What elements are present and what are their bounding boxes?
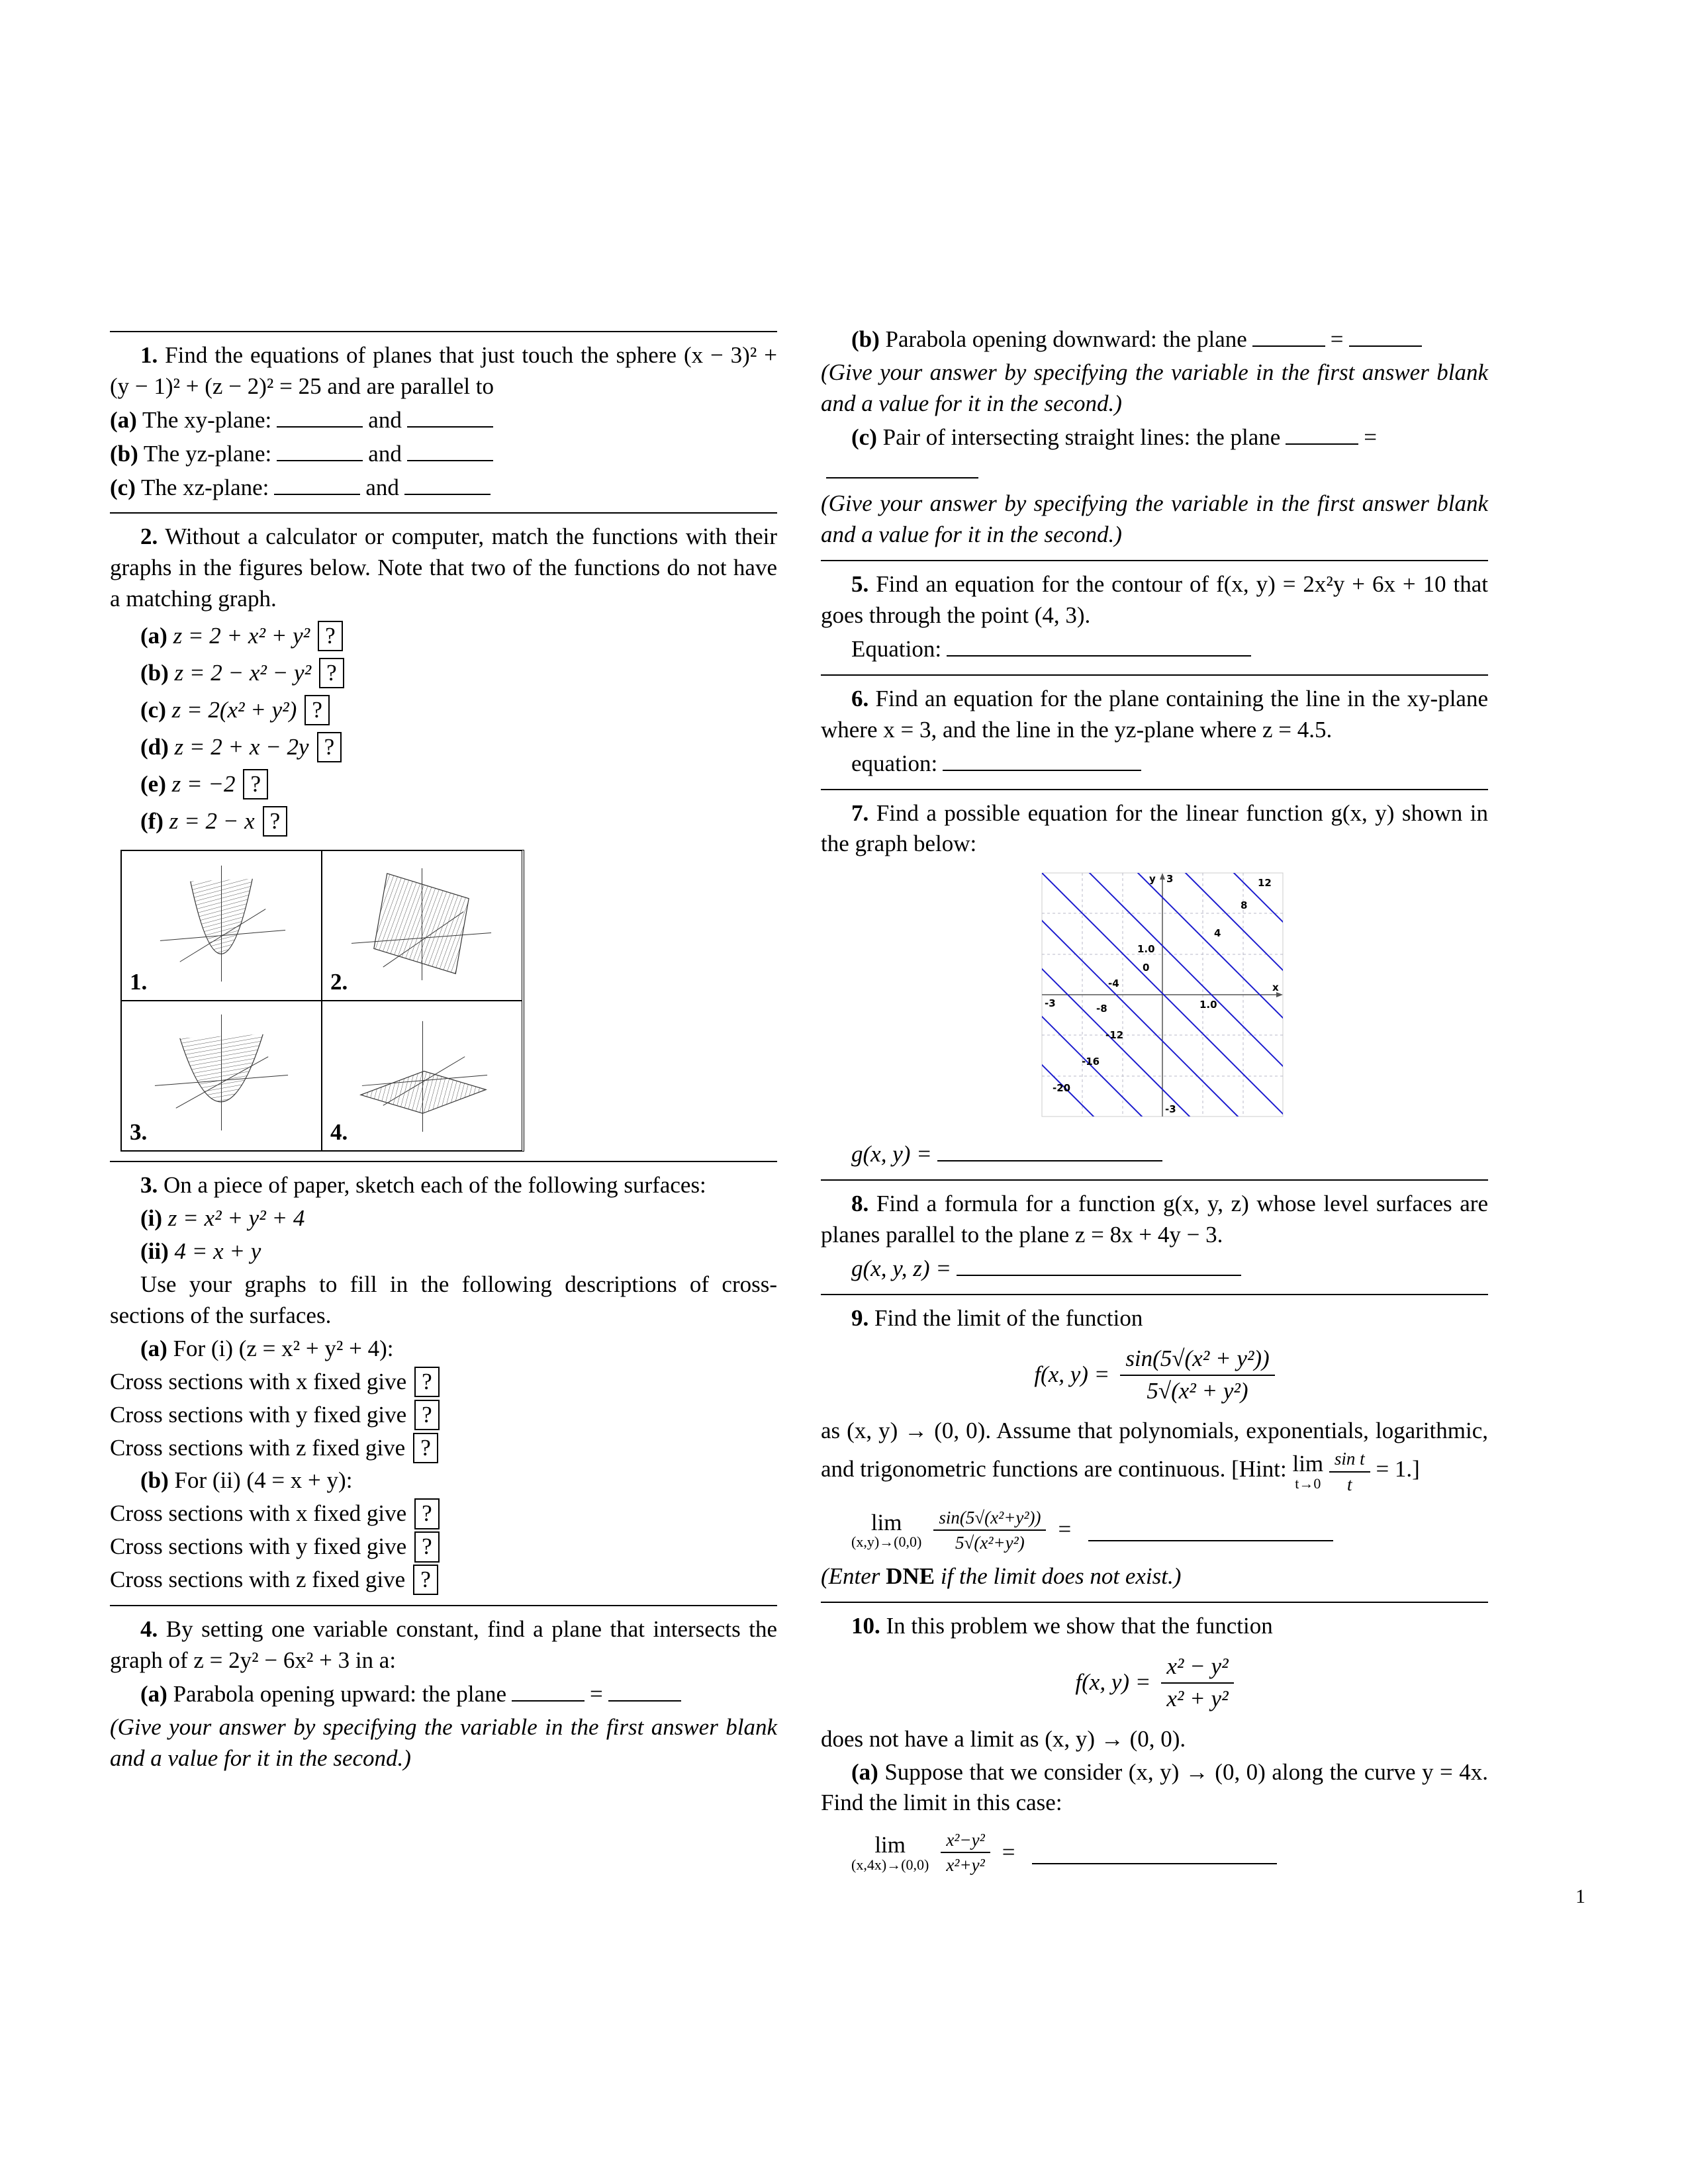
answer-blank (404, 472, 491, 495)
and-text: and (365, 474, 399, 500)
answer-box: ? (414, 1531, 440, 1562)
surface-i (140, 1203, 777, 1234)
cross-section-z (110, 1433, 777, 1464)
limit (851, 1511, 921, 1550)
function-lhs: f(x, y) = (1075, 1669, 1151, 1696)
contour-plot-svg (1039, 870, 1286, 1122)
part-text: Suppose that we consider (x, y) → (0, 0) along the curve y = 4x. Find the limit in this case: (821, 1758, 1489, 1816)
problem-6-statement (821, 684, 1488, 746)
fraction-denominator: 5√(x² + y²) (1147, 1377, 1248, 1404)
equals-sign: = (1330, 326, 1344, 352)
problem-number: 5. (851, 571, 869, 598)
lim-word: lim (870, 1509, 902, 1535)
problem-text: Find the equations of planes that just touch the sphere (x − 3)² + (y − 1)² + (z − 2)² = 25 and are parallel to (110, 342, 777, 399)
answer-blank (937, 1138, 1162, 1161)
surface-plot-2 (322, 851, 522, 1000)
figure-cell-2 (322, 850, 522, 1001)
fraction-numerator: sin(5√(x² + y²)) (1120, 1343, 1274, 1376)
problem-4 (110, 1614, 777, 1774)
problem-text: Find the limit of the function (874, 1304, 1143, 1331)
answer-box: ? (263, 806, 288, 837)
match-item-f (140, 806, 777, 837)
fraction-numerator: sin(5√(x²+y²)) (933, 1506, 1046, 1531)
item-label: (b) (140, 660, 169, 686)
problem-1-statement (110, 340, 777, 402)
answer-blank (407, 438, 493, 461)
left-column (110, 322, 777, 1781)
part-label: (a) (140, 1680, 167, 1707)
p5-answer-line (851, 633, 1488, 665)
item-formula: z = 2 + x² + y² (173, 623, 310, 649)
dne-pre-text: (Enter (821, 1563, 880, 1590)
p9-display-formula (821, 1343, 1488, 1407)
contour-label: -8 (1096, 1003, 1107, 1015)
answer-note: (Give your answer by specifying the variable in the first answer blank and a value for it in the second.) (110, 1713, 777, 1771)
surface-plot-3 (122, 1001, 321, 1150)
instruction-text: Use your graphs to fill in the following descriptions of cross-sections of the surfaces. (110, 1271, 777, 1329)
problem-8-statement (821, 1189, 1488, 1251)
contour-label: 8 (1241, 899, 1248, 912)
answer-box: ? (414, 1400, 440, 1430)
answer-blank (826, 455, 978, 478)
p4-part-c (851, 422, 1488, 453)
p6-answer-line (851, 748, 1488, 780)
part-text: The xy-plane: (142, 406, 272, 433)
match-item-d (140, 732, 777, 763)
figure-label: 1. (130, 968, 148, 995)
problem-3-statement (110, 1170, 777, 1201)
p7-answer-line (851, 1138, 1488, 1170)
part-label: (b) (110, 440, 138, 467)
item-formula: z = −2 (171, 770, 236, 797)
problem-text: By setting one variable constant, find a plane that intersects the graph of z = 2y² − 6x² + 3 in a: (110, 1616, 777, 1673)
problem-1 (110, 340, 777, 503)
equals-sign: = (590, 1680, 603, 1707)
figure-cell-3 (121, 1001, 322, 1151)
cross-text: Cross sections with z fixed give (110, 1434, 406, 1461)
tilted-plane-surface (374, 874, 469, 974)
answer-box: ? (317, 732, 342, 762)
cross-section-x (110, 1498, 777, 1529)
figure-label: 4. (330, 1118, 348, 1145)
problem-9-statement (821, 1303, 1488, 1334)
fraction (1120, 1343, 1274, 1407)
divider (821, 1179, 1488, 1181)
cross-section-y (110, 1400, 777, 1431)
problem-text: On a piece of paper, sketch each of the following surfaces: (164, 1172, 706, 1199)
item-label: (d) (140, 733, 169, 760)
problem-text: Without a calculator or computer, match the functions with their graphs in the figures below. Note that two of the functions do not have a matching graph. (110, 523, 777, 612)
part-label: (a) (140, 1335, 167, 1361)
part-label: (a) (110, 406, 137, 433)
item-formula: z = 2(x² + y²) (171, 696, 297, 723)
problem-text: Find a formula for a function g(x, y, z) whose level surfaces are planes parallel to the plane z = 8x + 4y − 3. (821, 1191, 1489, 1248)
answer-blank (277, 404, 363, 428)
page-footer: 1 (1575, 1886, 1585, 1907)
problem-number: 9. (851, 1304, 869, 1331)
problem-6 (821, 684, 1488, 780)
item-label: (c) (140, 696, 166, 723)
figure-cell-4 (322, 1001, 522, 1151)
divider (821, 674, 1488, 676)
p9-assumption (821, 1416, 1488, 1496)
p4-part-a (140, 1678, 777, 1710)
hint-limit (1292, 1452, 1323, 1491)
part-label: (c) (110, 474, 136, 500)
assumption-text: as (x, y) → (0, 0). Assume that polynomials, exponentials, logarithmic, and trigonometric functions are continuous. [Hint: (821, 1418, 1488, 1482)
item-label: (a) (140, 623, 167, 649)
fraction-numerator: x²−y² (941, 1828, 990, 1853)
figure-label: 3. (130, 1118, 148, 1145)
item-label: (ii) (140, 1238, 169, 1265)
answer-box: ? (413, 1433, 438, 1463)
answer-box: ? (414, 1367, 440, 1397)
problem-number: 6. (851, 685, 869, 711)
problem-number: 2. (140, 523, 158, 550)
problem-9 (821, 1303, 1488, 1592)
contour-label: 0 (1143, 962, 1150, 974)
contour-label: -4 (1108, 978, 1119, 990)
problem-2 (110, 522, 777, 1152)
problem-text: In this problem we show that the function (886, 1612, 1273, 1639)
figure-table (120, 850, 524, 1152)
answer-label: g(x, y, z) = (851, 1255, 951, 1281)
part-text: The xz-plane: (140, 474, 269, 500)
contour-label: 4 (1214, 927, 1221, 940)
fraction-denominator: x²+y² (946, 1855, 985, 1876)
p10-limit-line (851, 1828, 1488, 1877)
problem-text: Find an equation for the contour of f(x, y) = 2x²y + 6x + 10 that goes through the point (4, 3). (821, 571, 1488, 629)
problem-7 (821, 798, 1488, 1171)
problem-4-statement (110, 1614, 777, 1676)
answer-blank (277, 438, 363, 461)
p1-part-b (110, 438, 777, 470)
p3-part-a-head (140, 1334, 777, 1365)
limit (851, 1833, 929, 1872)
answer-box: ? (414, 1498, 440, 1529)
answer-blank (1032, 1841, 1277, 1864)
surface-plot-1 (122, 851, 321, 1000)
problem-10-statement (821, 1611, 1488, 1642)
divider (821, 1294, 1488, 1295)
figure-label: 2. (330, 968, 348, 995)
answer-box: ? (319, 658, 344, 688)
cross-text: Cross sections with z fixed give (110, 1567, 406, 1593)
fraction-denominator: 5√(x²+y²) (955, 1532, 1025, 1553)
divider (110, 331, 777, 332)
p1-part-a (110, 404, 777, 436)
surface-plot-4 (322, 1001, 522, 1150)
answer-blank (407, 404, 493, 428)
problem-2-statement (110, 522, 777, 615)
equation-label: Equation: (851, 636, 942, 662)
y-unit-tick: 1.0 (1137, 943, 1155, 956)
p10-after-text: does not have a limit as (x, y) → (0, 0). (821, 1725, 1186, 1752)
problem-4-continued (821, 324, 1488, 551)
p4-part-b (851, 324, 1488, 355)
limit-fraction (941, 1828, 990, 1877)
contour-label: -12 (1105, 1029, 1124, 1042)
hint-fraction (1329, 1447, 1370, 1496)
p3-instruction (110, 1269, 777, 1332)
cross-section-x (110, 1367, 777, 1398)
problem-number: 3. (140, 1172, 158, 1199)
paraboloid-surface (191, 879, 253, 954)
fraction-numerator: x² − y² (1161, 1651, 1233, 1684)
divider (110, 1605, 777, 1606)
answer-blank (608, 1678, 681, 1702)
part-label: (c) (851, 424, 877, 450)
item-formula: z = 2 − x (169, 807, 255, 834)
contour-graph (1039, 870, 1488, 1130)
divider (821, 560, 1488, 561)
lim-subscript: (x,4x)→(0,0) (851, 1856, 929, 1873)
p4-part-c-blank-line (821, 455, 1488, 487)
problem-text: Find a possible equation for the linear function g(x, y) shown in the graph below: (821, 799, 1489, 857)
p10-display-formula (821, 1651, 1488, 1715)
x-axis-label: x (1272, 981, 1279, 994)
fraction (1161, 1651, 1233, 1715)
cross-section-y (110, 1531, 777, 1563)
and-text: and (368, 406, 402, 433)
flat-plane-surface (361, 1071, 486, 1114)
dne-note (821, 1561, 1488, 1592)
problem-7-statement (821, 798, 1488, 860)
answer-blank (957, 1253, 1241, 1276)
part-text: The yz-plane: (143, 440, 272, 467)
match-item-e (140, 769, 777, 800)
figure-cell-1 (121, 850, 322, 1001)
equals-sign: = (1002, 1839, 1015, 1866)
lim-word: lim (1292, 1451, 1324, 1477)
problem-8 (821, 1189, 1488, 1285)
answer-blank (943, 748, 1141, 771)
y-min-tick: -3 (1165, 1103, 1176, 1116)
item-formula: 4 = x + y (174, 1238, 261, 1265)
part-label: (b) (851, 326, 880, 352)
cross-text: Cross sections with x fixed give (110, 1368, 407, 1394)
fraction-denominator: x² + y² (1166, 1685, 1229, 1711)
part-text: Pair of intersecting straight lines: the plane (882, 424, 1281, 450)
answer-label: g(x, y) = (851, 1141, 932, 1167)
answer-box: ? (305, 695, 330, 725)
p8-answer-line (851, 1253, 1488, 1285)
answer-note: (Give your answer by specifying the variable in the first answer blank and a value for it in the second.) (821, 359, 1488, 416)
equals-sign: = (1058, 1516, 1072, 1543)
cross-text: Cross sections with y fixed give (110, 1533, 407, 1560)
problem-number: 10. (851, 1612, 880, 1639)
equals-sign: = (1364, 424, 1378, 450)
match-item-b (140, 658, 777, 689)
item-label: (f) (140, 807, 164, 834)
problem-number: 4. (140, 1616, 158, 1643)
lim-word: lim (874, 1832, 906, 1858)
item-label: (e) (140, 770, 166, 797)
answer-box: ? (243, 769, 268, 799)
surface-ii (140, 1236, 777, 1267)
lim-subscript: t→0 (1295, 1475, 1321, 1492)
p10-part-a (821, 1757, 1488, 1819)
match-item-a (140, 621, 777, 652)
answer-blank (1252, 324, 1325, 347)
answer-blank (1286, 422, 1358, 445)
p1-part-c (110, 472, 777, 504)
part-text: For (ii) (4 = x + y): (174, 1467, 353, 1494)
problem-5 (821, 569, 1488, 665)
right-column (821, 322, 1488, 1884)
problem-3 (110, 1170, 777, 1596)
answer-box: ? (318, 621, 343, 651)
answer-blank (512, 1678, 585, 1702)
item-formula: z = 2 + x − 2y (174, 733, 309, 760)
match-item-c (140, 695, 777, 726)
part-label: (b) (140, 1467, 169, 1494)
fraction-numerator: sin t (1329, 1447, 1370, 1472)
item-formula: z = x² + y² + 4 (167, 1205, 305, 1232)
hint-end-text: = 1.] (1376, 1456, 1420, 1482)
answer-blank (1088, 1518, 1333, 1541)
item-formula: z = 2 − x² − y² (174, 660, 312, 686)
part-text: Parabola opening upward: the plane (173, 1680, 507, 1707)
fraction-denominator: t (1347, 1474, 1352, 1494)
cross-text: Cross sections with x fixed give (110, 1500, 407, 1527)
divider (821, 789, 1488, 790)
paraboloid-surface (180, 1034, 263, 1102)
item-label: (i) (140, 1205, 163, 1232)
part-text: For (i) (z = x² + y² + 4): (173, 1335, 394, 1361)
answer-blank (274, 472, 360, 495)
y-max-tick: 3 (1166, 873, 1174, 886)
y-axis-label: y (1149, 873, 1156, 886)
problem-text: Find an equation for the plane containing the line in the xy-plane where x = 3, and the line in the yz-plane where z = 4.5. (821, 685, 1489, 743)
divider (110, 1161, 777, 1162)
part-label: (a) (851, 1758, 878, 1785)
problem-number: 7. (851, 799, 869, 826)
contour-label: -16 (1082, 1056, 1100, 1068)
p9-limit-line (851, 1506, 1488, 1555)
cross-section-z (110, 1565, 777, 1596)
and-text: and (368, 440, 402, 467)
answer-box: ? (413, 1565, 438, 1595)
problem-number: 8. (851, 1191, 869, 1217)
function-lhs: f(x, y) = (1034, 1361, 1110, 1388)
x-min-tick: -3 (1045, 997, 1056, 1010)
divider (110, 512, 777, 514)
lim-subscript: (x,y)→(0,0) (851, 1533, 922, 1551)
equation-label: equation: (851, 750, 938, 776)
dne-post-text: if the limit does not exist.) (940, 1563, 1182, 1590)
limit-fraction (933, 1506, 1046, 1555)
cross-text: Cross sections with y fixed give (110, 1401, 407, 1428)
divider (821, 1602, 1488, 1603)
answer-blank (1349, 324, 1422, 347)
dne-word: DNE (886, 1563, 935, 1590)
contour-label: -20 (1053, 1082, 1071, 1095)
contour-label: 12 (1258, 877, 1272, 889)
answer-blank (947, 633, 1251, 657)
problem-5-statement (821, 569, 1488, 631)
x-unit-tick: 1.0 (1199, 999, 1217, 1011)
answer-note: (Give your answer by specifying the variable in the first answer blank and a value for it in the second.) (821, 490, 1488, 548)
part-text: Parabola opening downward: the plane (885, 326, 1247, 352)
problem-10 (821, 1611, 1488, 1878)
p3-part-b-head (140, 1465, 777, 1496)
problem-number: 1. (140, 342, 158, 368)
